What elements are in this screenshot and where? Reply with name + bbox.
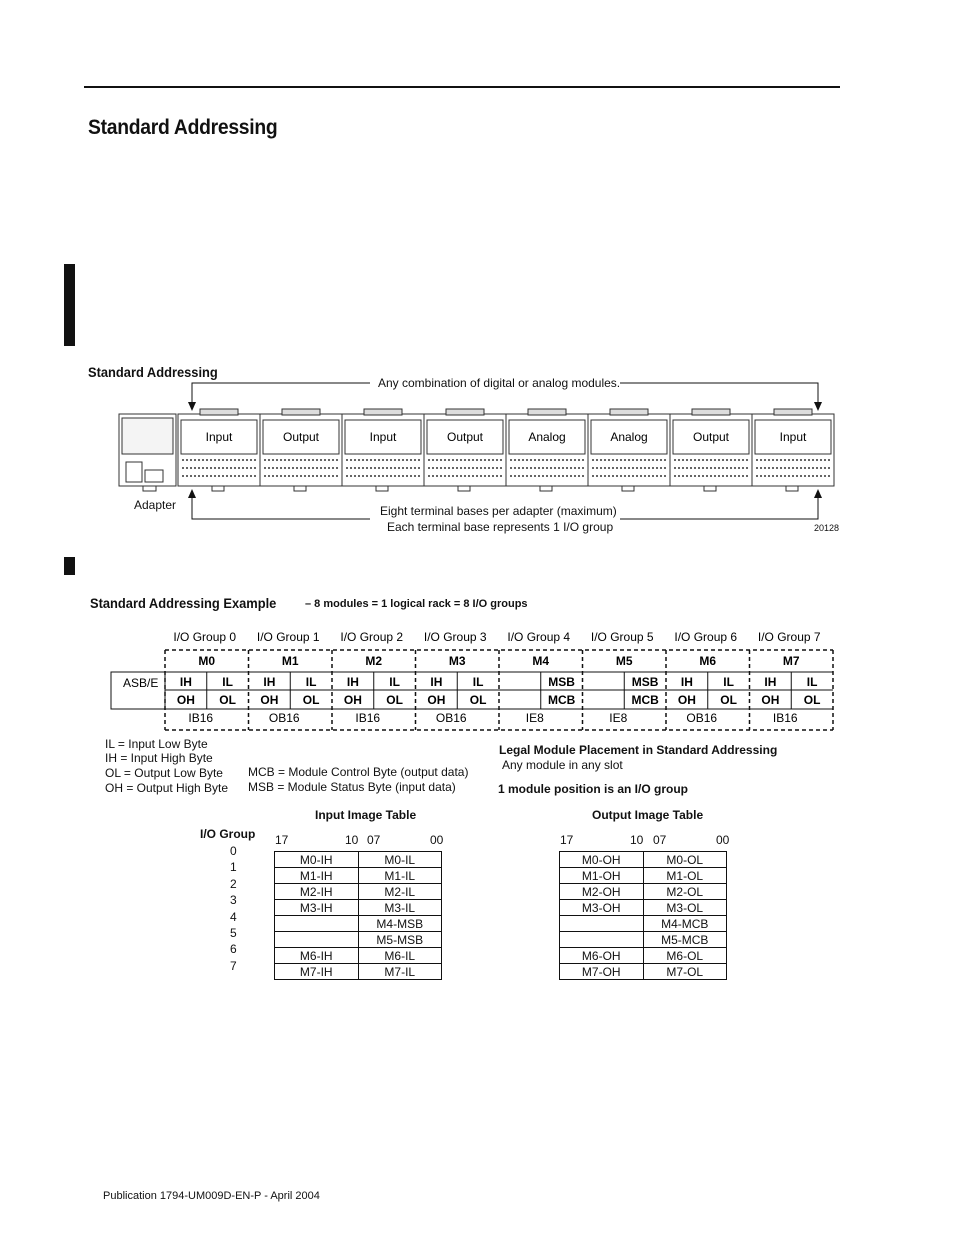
io-group-number: 6 — [230, 942, 237, 957]
io-group-label: I/O Group 4 — [507, 630, 571, 644]
module-label: Analog — [610, 430, 648, 444]
table-row — [275, 852, 442, 868]
byte-cell: OH — [343, 693, 362, 707]
byte-cell: OL — [219, 693, 236, 707]
output-image-cell — [560, 916, 644, 932]
io-group-label: I/O Group 2 — [340, 630, 404, 644]
output-image-cell: M7-OL — [643, 964, 727, 980]
module-label: Output — [692, 430, 730, 444]
table-row — [275, 900, 442, 916]
bit-label: 10 — [630, 833, 644, 847]
bit-label: 00 — [716, 833, 730, 847]
table-row — [560, 932, 727, 948]
input-image-cell: M1-IH — [275, 868, 359, 884]
input-image-cell: M4-MSB — [358, 916, 442, 932]
io-group-number: 0 — [230, 844, 237, 858]
terminal-base-4 — [506, 409, 588, 491]
module-id: M0 — [198, 654, 216, 668]
legal-title: Legal Module Placement in Standard Addressing — [499, 743, 778, 757]
input-image-cell: M2-IL — [358, 884, 442, 900]
output-image-cell: M6-OH — [560, 948, 644, 964]
output-table-title: Output Image Table — [592, 808, 704, 822]
io-group-label: I/O Group 7 — [757, 630, 821, 644]
io-group-label: I/O Group 3 — [423, 630, 487, 644]
output-image-cell: M0-OH — [560, 852, 644, 868]
module-id: M5 — [615, 654, 633, 668]
module-id: M3 — [448, 654, 466, 668]
input-image-cell — [275, 916, 359, 932]
io-group-header: I/O Group — [200, 827, 256, 841]
byte-cell: IL — [723, 675, 734, 689]
bit-label: 07 — [367, 833, 381, 847]
output-image-cell: M7-OH — [560, 964, 644, 980]
input-image-cell: M7-IH — [275, 964, 359, 980]
table-row — [560, 900, 727, 916]
byte-cell: OH — [677, 693, 696, 707]
module-label: Input — [779, 430, 807, 444]
byte-cell: IL — [472, 675, 484, 689]
byte-cell: OH — [427, 693, 446, 707]
terminal-bases — [178, 409, 834, 491]
module-id: M6 — [699, 654, 717, 668]
legend-msb: MSB = Module Status Byte (input data) — [248, 780, 456, 794]
module-type: IB16 — [355, 711, 381, 725]
table-row — [560, 852, 727, 868]
byte-cell: IL — [222, 675, 233, 689]
bit-label: 17 — [275, 833, 289, 847]
bit-label: 10 — [345, 833, 359, 847]
input-image-cell: M5-MSB — [358, 932, 442, 948]
module-id: M2 — [365, 654, 383, 668]
legend-ih: IH = Input High Byte — [105, 751, 213, 765]
byte-cell: IH — [263, 675, 276, 689]
bit-label: 17 — [560, 833, 574, 847]
terminal-base-1 — [260, 409, 342, 491]
output-image-cell: M1-OL — [643, 868, 727, 884]
table-row — [560, 868, 727, 884]
output-image-cell: M5-MCB — [643, 932, 727, 948]
byte-cell: MCB — [547, 693, 576, 707]
table-row — [275, 884, 442, 900]
input-image-cell: M1-IL — [358, 868, 442, 884]
table-row — [275, 964, 442, 980]
figure-number: 20128 — [814, 523, 840, 533]
module-type: IE8 — [609, 711, 628, 725]
bit-label: 00 — [430, 833, 444, 847]
output-image-cell: M1-OH — [560, 868, 644, 884]
module-label: Input — [205, 430, 233, 444]
input-image-cell: M3-IH — [275, 900, 359, 916]
legend-oh: OH = Output High Byte — [105, 781, 229, 795]
bottom-note-2: Each terminal base represents 1 I/O group — [387, 520, 614, 534]
module-type: IB16 — [188, 711, 214, 725]
page-title: Standard Addressing — [88, 116, 278, 139]
io-group-number: 5 — [230, 926, 237, 940]
input-table-title: Input Image Table — [315, 808, 417, 822]
byte-cell: MSB — [631, 675, 659, 689]
terminal-base-6 — [670, 409, 752, 491]
module-type: OB16 — [435, 711, 467, 725]
byte-cell: OL — [720, 693, 737, 707]
output-image-cell: M6-OL — [643, 948, 727, 964]
byte-cell: IH — [179, 675, 192, 689]
byte-cell: MCB — [631, 693, 659, 707]
byte-cell: OL — [386, 693, 403, 707]
bit-label: 07 — [653, 833, 667, 847]
output-image-cell: M0-OL — [643, 852, 727, 868]
terminal-base-5 — [588, 409, 670, 491]
table-row — [560, 916, 727, 932]
module-type: OB16 — [686, 711, 718, 725]
module-id: M1 — [281, 654, 299, 668]
module-label: Analog — [528, 430, 566, 444]
table-row — [275, 932, 442, 948]
figure-caption: Standard Addressing — [88, 364, 218, 380]
byte-cell: IL — [806, 675, 818, 689]
module-label: Output — [282, 430, 320, 444]
input-image-cell: M6-IH — [275, 948, 359, 964]
input-image-cell: M6-IL — [358, 948, 442, 964]
legend-mcb: MCB = Module Control Byte (output data) — [248, 765, 469, 779]
adapter-label: Adapter — [134, 498, 177, 512]
figure-top-note: Any combination of digital or analog modules. — [378, 376, 621, 390]
bottom-note-1: Eight terminal bases per adapter (maximum) — [380, 504, 617, 518]
legend-ol: OL = Output Low Byte — [105, 766, 223, 780]
table-row — [560, 948, 727, 964]
io-group-number: 7 — [230, 958, 237, 973]
module-id: M7 — [782, 654, 800, 668]
io-group-label: I/O Group 1 — [256, 630, 320, 644]
example-title: Standard Addressing Example — [90, 595, 277, 611]
addressing-example — [0, 620, 954, 740]
flex-io-diagram — [0, 0, 954, 560]
output-image-cell: M2-OH — [560, 884, 644, 900]
input-image-cell: M7-IL — [358, 964, 442, 980]
io-group-number: 1 — [230, 860, 237, 875]
byte-cell: OL — [469, 693, 487, 707]
footer-publication: Publication 1794-UM009D-EN-P - April 2004 — [103, 1190, 320, 1202]
io-group-label: I/O Group 5 — [590, 630, 654, 644]
module-type: IB16 — [772, 711, 798, 725]
input-image-cell: M2-IH — [275, 884, 359, 900]
byte-cell: IL — [389, 675, 400, 689]
io-group-label: I/O Group 6 — [674, 630, 738, 644]
table-row — [560, 884, 727, 900]
module-label: Input — [369, 430, 397, 444]
byte-cell: IH — [764, 675, 777, 689]
output-image-cell: M4-MCB — [643, 916, 727, 932]
terminal-base-2 — [342, 409, 424, 491]
input-image-table — [274, 851, 442, 980]
module-label: Output — [446, 430, 484, 444]
output-image-cell: M3-OH — [560, 900, 644, 916]
byte-cell: OH — [260, 693, 279, 707]
io-group-label: I/O Group 0 — [173, 630, 237, 644]
output-image-cell — [560, 932, 644, 948]
input-image-cell — [275, 932, 359, 948]
input-image-cell: M0-IH — [275, 852, 359, 868]
input-image-cell: M0-IL — [358, 852, 442, 868]
legal-line: Any module in any slot — [502, 758, 623, 772]
input-image-cell: M3-IL — [358, 900, 442, 916]
io-group-number: 4 — [230, 909, 237, 924]
byte-cell: IH — [680, 675, 693, 689]
byte-cell: OL — [803, 693, 821, 707]
module-type: IE8 — [525, 711, 544, 725]
table-row — [275, 916, 442, 932]
output-image-table — [559, 851, 727, 980]
io-group-number: 3 — [230, 893, 237, 908]
terminal-base-7 — [752, 409, 834, 491]
output-image-cell: M3-OL — [643, 900, 727, 916]
legend-il: IL = Input Low Byte — [105, 737, 208, 751]
table-row — [275, 948, 442, 964]
example-subtitle: – 8 modules = 1 logical rack = 8 I/O groups — [305, 598, 528, 610]
io-group-note: 1 module position is an I/O group — [498, 782, 689, 796]
byte-cell: OL — [302, 693, 320, 707]
terminal-base-3 — [424, 409, 506, 491]
io-group-number: 2 — [230, 876, 237, 891]
module-type: OB16 — [268, 711, 300, 725]
byte-cell: IH — [346, 675, 359, 689]
byte-cell: IL — [305, 675, 317, 689]
table-row — [275, 868, 442, 884]
terminal-base-0 — [178, 409, 260, 491]
module-id: M4 — [532, 654, 550, 668]
byte-cell: OH — [176, 693, 195, 707]
table-row — [560, 964, 727, 980]
byte-cell: OH — [761, 693, 780, 707]
output-image-cell: M2-OL — [643, 884, 727, 900]
byte-cell: MSB — [548, 675, 575, 689]
byte-cell: IH — [430, 675, 443, 689]
adapter-name: ASB/E — [123, 676, 159, 690]
